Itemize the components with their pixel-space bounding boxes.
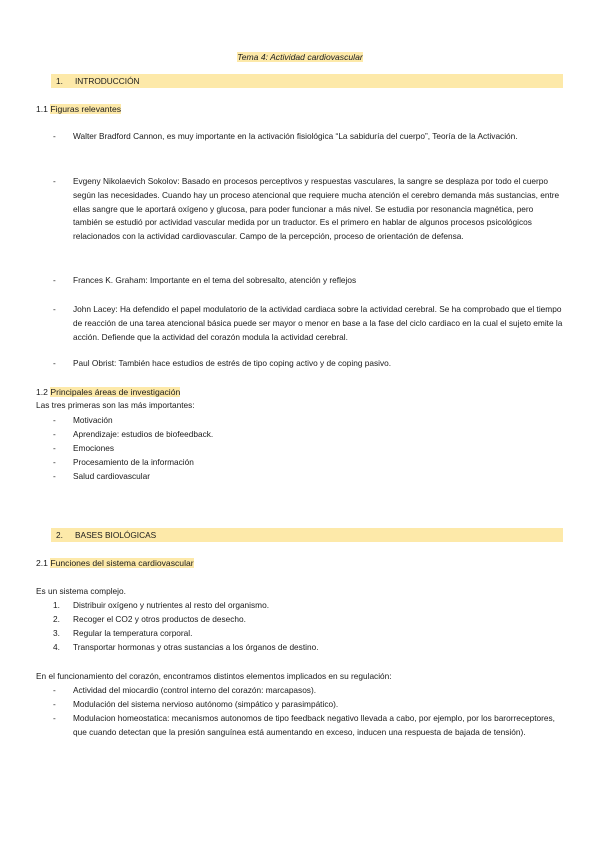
subsection-2-1-heading: [36, 557, 194, 570]
list-dash-marker: -: [53, 471, 56, 481]
functions-intro: Es un sistema complejo.: [36, 586, 126, 596]
list-dash-marker: -: [53, 358, 56, 368]
regulation-text: Modulacion homeostatica: mecanismos autonomos de tipo feedback negativo llevada a cabo, por ejemplo, por los barorreceptores, que cuando detectan que la presión sanguínea está aumentando en exceso, inducen una respuesta de bajada de tensión).: [73, 713, 555, 737]
list-dash-marker: -: [53, 699, 56, 709]
area-text: Emociones: [73, 443, 115, 453]
document-title-text: Tema 4: Actividad cardiovascular: [237, 52, 363, 62]
area-text: Aprendizaje: estudios de biofeedback.: [73, 429, 214, 439]
regulation-intro: En el funcionamiento del corazón, encontramos distintos elementos implicados en su regulación:: [36, 671, 392, 681]
area-text: Procesamiento de la información: [73, 457, 194, 467]
list-dash-marker: -: [53, 713, 56, 723]
function-text: Transportar hormonas y otras sustancias a los órganos de destino.: [73, 642, 319, 652]
list-dash-marker: -: [53, 131, 56, 141]
list-dash-marker: -: [53, 275, 56, 285]
figure-cannon: Walter Bradford Cannon, es muy importante en la activación fisiológica “La sabiduría del cuerpo”, Teoría de la Activación.: [73, 131, 518, 141]
regulation-text: Actividad del miocardio (control interno del corazón: marcapasos).: [73, 685, 317, 695]
area-text: Motivación: [73, 415, 113, 425]
list-dash-marker: -: [53, 685, 56, 695]
subsection-1-2-title: Principales áreas de investigación: [50, 387, 181, 397]
areas-intro: Las tres primeras son las más importantes:: [36, 400, 195, 410]
regulation-text: Modulación del sistema nervioso autónomo (simpático y parasimpático).: [73, 699, 339, 709]
function-text: Recoger el CO2 y otros productos de desecho.: [73, 614, 246, 624]
section-1-title: INTRODUCCIÓN: [75, 76, 140, 86]
list-dash-marker: -: [53, 176, 56, 186]
subsection-1-2-number: 1.2: [36, 387, 48, 397]
section-2-title: BASES BIOLÓGICAS: [75, 530, 157, 540]
subsection-1-1-heading: [36, 103, 121, 116]
section-1-heading: [51, 74, 563, 88]
figure-graham: Frances K. Graham: Importante en el tema del sobresalto, atención y reflejos: [73, 275, 357, 285]
subsection-2-1-number: 2.1: [36, 558, 48, 568]
area-text: Salud cardiovascular: [73, 471, 151, 481]
document-title: [0, 52, 600, 62]
subsection-1-1-number: 1.1: [36, 104, 48, 114]
figure-lacey: John Lacey: Ha defendido el papel modulatorio de la actividad cardiaca sobre la actividad cerebral. Se ha comprobado que el tiempo de reacción de una tarea atencional básica puede ser mayor o menor en base a la fase del ciclo cardiaco en la cual el sujeto emite la acción. Defiende que la actividad del corazón modula la actividad cerebral.: [73, 304, 563, 342]
subsection-2-1-title: Funciones del sistema cardiovascular: [50, 558, 194, 568]
list-number: 4.: [53, 642, 60, 652]
subsection-1-1-title: Figuras relevantes: [50, 104, 122, 114]
section-2-number: 2.: [56, 530, 63, 540]
subsection-1-2-heading: [36, 386, 180, 399]
list-number: 3.: [53, 628, 60, 638]
figure-obrist: Paul Obrist: También hace estudios de estrés de tipo coping activo y de coping pasivo.: [73, 358, 392, 368]
list-dash-marker: -: [53, 304, 56, 314]
list-dash-marker: -: [53, 429, 56, 439]
section-2-heading: [51, 528, 563, 542]
list-dash-marker: -: [53, 415, 56, 425]
list-number: 2.: [53, 614, 60, 624]
figure-sokolov: Evgeny Nikolaevich Sokolov: Basado en procesos perceptivos y respuestas vasculares, la sangre se desplaza por todo el cuerpo según las necesidades. Cuando hay un proceso atencional que requiere mucha atención el cerebro demanda más sustancias, entre ellas sangre que le aportará oxígeno y glucosa, para poder funcionar a más nivel. Se estudia por resonancia magnética, pero también se estudió por actividad vascular medida por un traductor. Es el primero en hablar de algunos procesos psicológicos relacionados con la actividad cardiovascular. Campo de la percepción, proceso de orientación de defensa.: [73, 176, 560, 242]
list-number: 1.: [53, 600, 60, 610]
section-1-number: 1.: [56, 76, 63, 86]
function-text: Distribuir oxígeno y nutrientes al resto del organismo.: [73, 600, 269, 610]
function-text: Regular la temperatura corporal.: [73, 628, 193, 638]
list-dash-marker: -: [53, 443, 56, 453]
list-dash-marker: -: [53, 457, 56, 467]
